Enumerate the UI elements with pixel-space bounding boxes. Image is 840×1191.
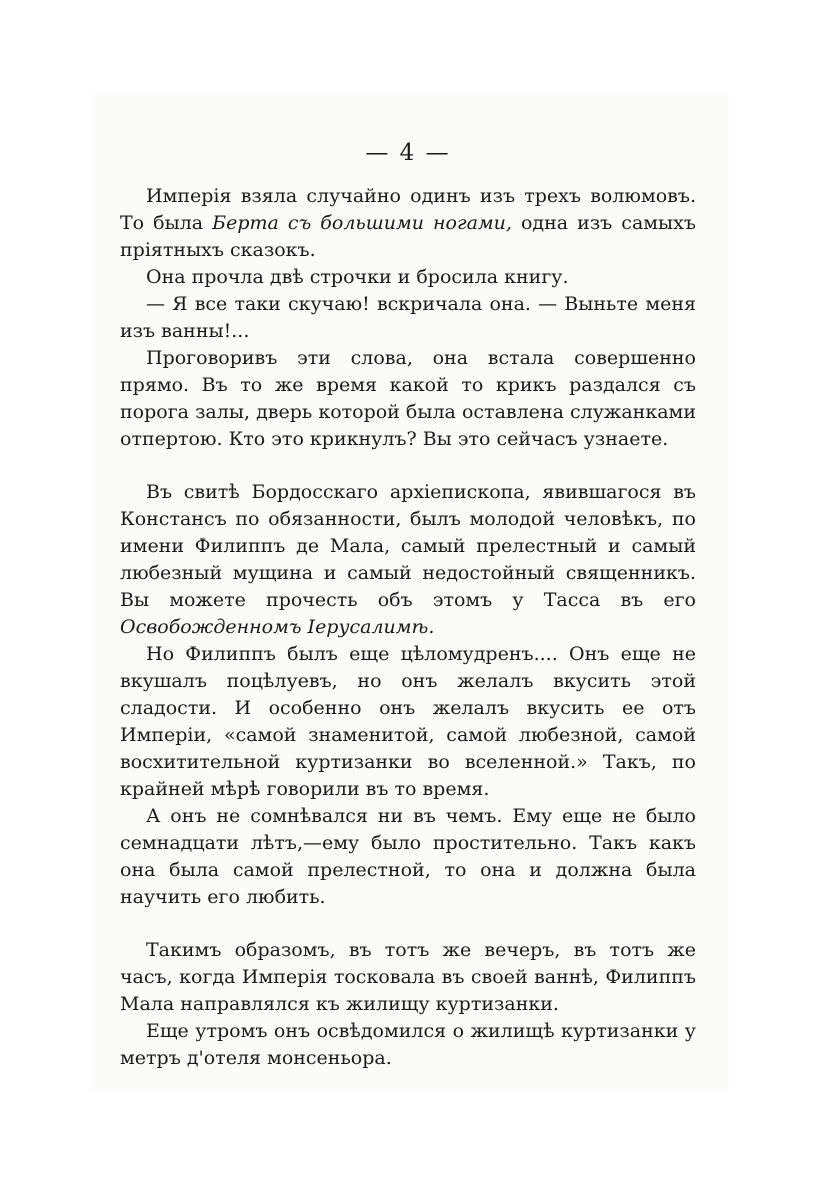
- section-gap: [120, 453, 696, 479]
- text-run: Имперія взяла случайно одинъ изъ трехъ волюмовъ. То была: [120, 185, 696, 234]
- text-run: одна изъ самыхъ пріятныхъ сказокъ.: [120, 212, 696, 261]
- page-text: [120, 140, 696, 1072]
- paragraph-empire-book: [120, 183, 696, 264]
- paragraph-cry-heard: Проговоривъ эти слова, она встала совершенно прямо. Въ то же время какой то крикъ раздался съ порога залы, дверь которой была оставлена служанками отпертою. Кто это крикнулъ? Вы это сейчасъ узнаете.: [120, 347, 696, 450]
- book-title-italic: Берта съ большими ногами,: [212, 212, 512, 234]
- paragraph-morning: Еще утромъ онъ освѣдомился о жилищѣ куртизанки у метръ д'отеля монсеньора.: [120, 1020, 696, 1069]
- paragraph-read-lines: Она прочла двѣ строчки и бросила книгу.: [146, 266, 569, 288]
- book-title-italic: Освобожденномъ Іерусалимѣ.: [120, 616, 435, 638]
- paragraph-philippe-chaste: Но Филиппъ былъ еще цѣломудренъ.... Онъ еще не вкушалъ поцѣлуевъ, но онъ желалъ вкусить этой сладости. И особенно онъ желалъ вкусить ее отъ Имперіи, «самой знаменитой, самой любезной, самой восхитительной куртизанки во вселенной.» Такъ, по крайней мѣрѣ говорили въ то время.: [120, 643, 696, 800]
- paragraph-philippe-age: А онъ не сомнѣвался ни въ чемъ. Ему еще не было семнадцати лѣтъ,—ему было простительно. Такъ какъ она была самой прелестной, то она и должна была научить его любить.: [120, 805, 696, 908]
- paragraph-evening: Такимъ образомъ, въ тотъ же вечеръ, въ тотъ же часъ, когда Имперія тосковала въ своей ваннѣ, Филиппъ Мала направлялся къ жилищу куртизанки.: [120, 939, 696, 1015]
- page-number: — 4 —: [365, 140, 451, 166]
- paragraph-bored-exclaim: — Я все таки скучаю! вскричала она. — Выньте меня изъ ванны!...: [120, 293, 696, 342]
- paragraph-philippe-intro: [120, 479, 696, 641]
- section-gap: [120, 911, 696, 937]
- text-run: Въ свитѣ Бордосскаго архіепископа, явившагося въ Констансъ по обязанности, былъ молодой человѣкъ, по имени Филиппъ де Мала, самый прелестный и самый любезный мущина и самый недостойный священникъ. Вы можете прочесть объ этомъ у Тасса въ его: [120, 481, 696, 611]
